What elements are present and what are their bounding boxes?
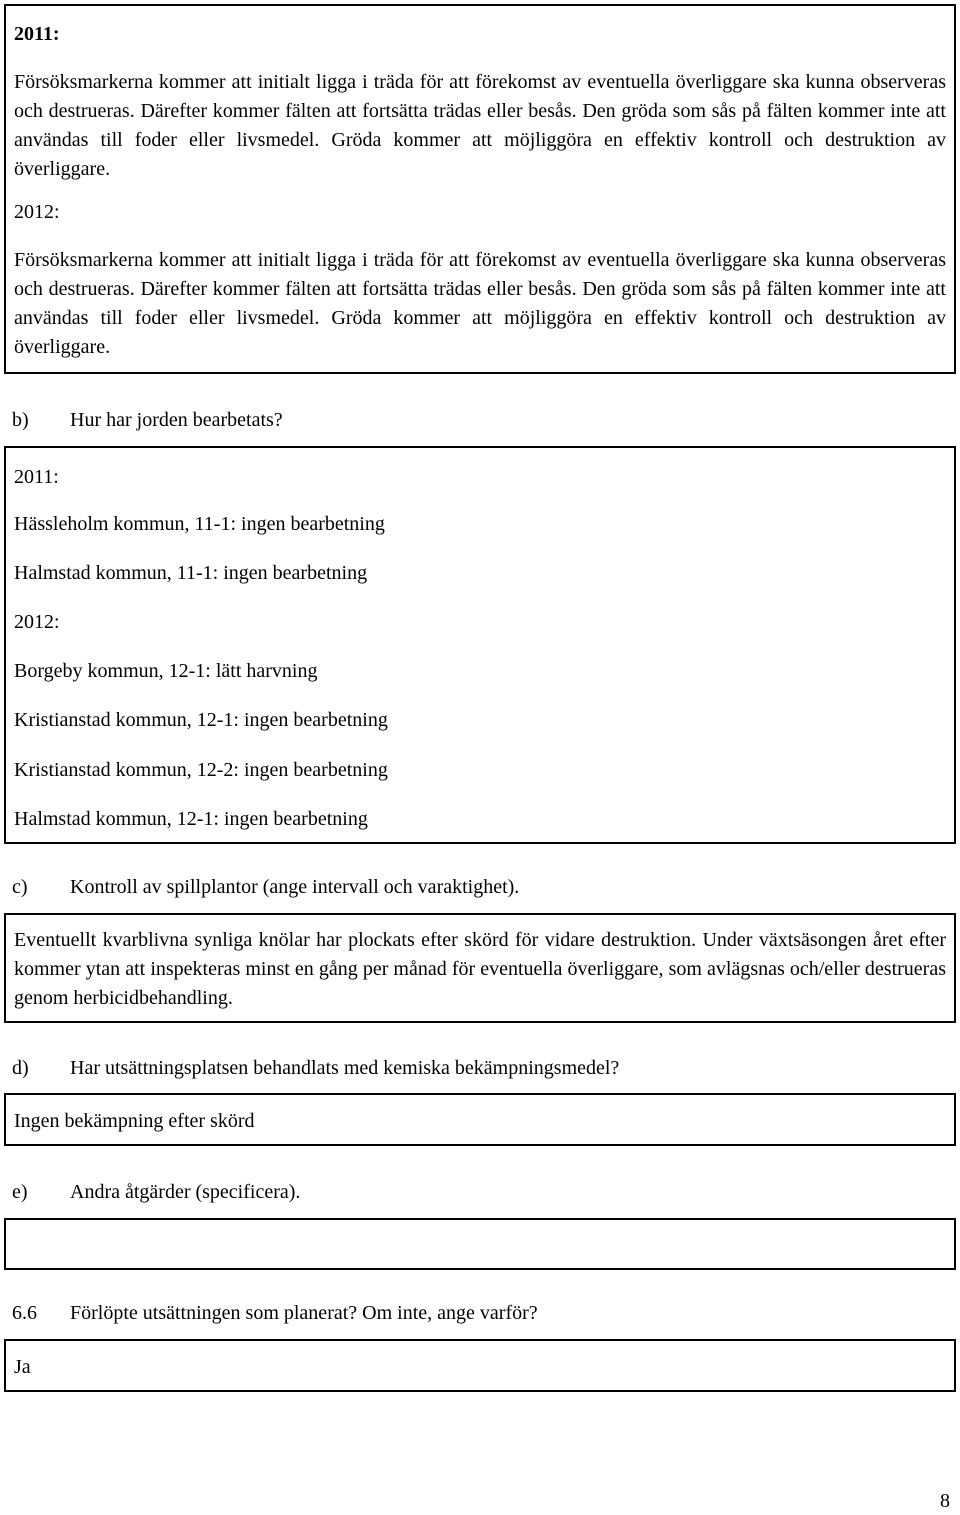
question-c-text: Kontroll av spillplantor (ange intervall och varaktighet).	[70, 876, 520, 898]
b-2012-line-3: Kristianstad kommun, 12-2: ingen bearbetning	[14, 759, 388, 781]
question-c-letter: c)	[12, 876, 28, 898]
year-label-2012: 2012:	[14, 201, 60, 223]
question-6-6-number: 6.6	[12, 1302, 37, 1324]
question-b-letter: b)	[12, 409, 29, 431]
answer-box-6-6	[4, 1339, 956, 1392]
answer-box-d	[4, 1093, 956, 1146]
b-2012-line-1: Borgeby kommun, 12-1: lätt harvning	[14, 660, 318, 682]
answer-c-text: Eventuellt kvarblivna synliga knölar har plockats efter skörd för vidare destruktion. Under växtsäsongen året efter kommer ytan att inspekteras minst en gång per månad för eventuella överliggare, som avlägsnas och/eller destrueras genom herbicidbehandling.	[14, 929, 946, 1009]
b-2011-line-1: Hässleholm kommun, 11-1: ingen bearbetning	[14, 513, 385, 535]
answer-d-text: Ingen bekämpning efter skörd	[14, 1110, 255, 1132]
question-e-letter: e)	[12, 1181, 28, 1203]
question-e-text: Andra åtgärder (specificera).	[70, 1181, 301, 1203]
question-b	[12, 406, 283, 434]
question-d-letter: d)	[12, 1057, 29, 1079]
question-6-6-text: Förlöpte utsättningen som planerat? Om inte, ange varför?	[70, 1302, 538, 1324]
year-2011-text: Försöksmarkerna kommer att initialt ligga i träda för att förekomst av eventuella överliggare ska kunna observeras och destrueras. Därefter kommer fälten att fortsätta trädas eller besås. Den gröda som sås på fälten kommer inte att användas till foder eller livsmedel. Gröda kommer att möjliggöra en effektiv kontroll och destruktion av överliggare.	[14, 71, 946, 180]
page-number: 8	[940, 1490, 950, 1512]
question-e	[12, 1178, 300, 1206]
b-2012-line-2: Kristianstad kommun, 12-1: ingen bearbetning	[14, 709, 388, 731]
b-2012-line-4: Halmstad kommun, 12-1: ingen bearbetning	[14, 808, 368, 830]
answer-box-c	[4, 913, 956, 1023]
question-d-text: Har utsättningsplatsen behandlats med kemiska bekämpningsmedel?	[70, 1057, 620, 1079]
year-2012-text: Försöksmarkerna kommer att initialt ligga i träda för att förekomst av eventuella överliggare ska kunna observeras och destrueras. Därefter kommer fälten att fortsätta trädas eller besås. Den gröda som sås på fälten kommer inte att användas till foder eller livsmedel. Gröda kommer att möjliggöra en effektiv kontroll och destruktion av överliggare.	[14, 249, 946, 358]
question-b-text: Hur har jorden bearbetats?	[70, 409, 283, 431]
year-label-2011: 2011:	[14, 23, 60, 45]
b-year-label-2012: 2012:	[14, 611, 60, 633]
question-c	[12, 873, 519, 901]
b-year-label-2011: 2011:	[14, 466, 59, 488]
question-d	[12, 1054, 619, 1082]
answer-box-b	[4, 446, 956, 844]
answer-box-a	[4, 4, 956, 374]
question-6-6	[12, 1299, 538, 1327]
b-2011-line-2: Halmstad kommun, 11-1: ingen bearbetning	[14, 562, 368, 584]
answer-box-e	[4, 1218, 956, 1270]
answer-6-6-text: Ja	[14, 1356, 31, 1378]
